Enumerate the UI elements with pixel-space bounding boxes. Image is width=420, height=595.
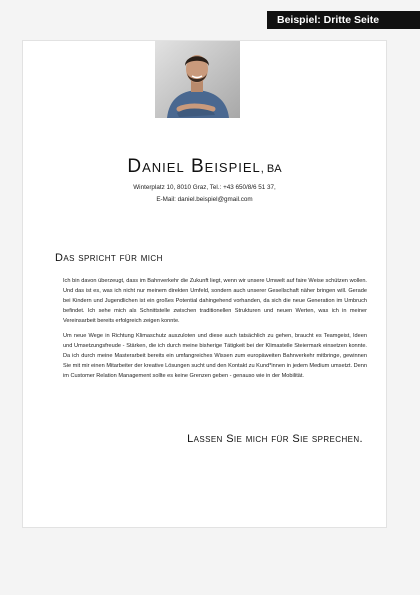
person-portrait-icon — [155, 41, 240, 118]
address-line: Winterplatz 10, 8010 Graz, Tel.: +43 650/8/6 51 37, — [133, 184, 276, 191]
section-body — [63, 276, 367, 386]
applicant-name — [23, 156, 386, 178]
email-line[interactable]: E-Mail: daniel.beispiel@gmail.com — [156, 195, 253, 203]
closing-line: Lassen Sie mich für Sie sprechen. — [187, 433, 363, 445]
paragraph-2: Um neue Wege in Richtung Klimaschutz auszuloten und diese auch tatsächlich zu gehen, braucht es Teamgeist, Ideen und Umsetzungsfreude - Stärken, die ich durch meine bisherige Tätigkeit bei der Klimastelle Steiermark einsetzen konnte. Da ich durch meine Masterarbeit bereits ein umfangreiches Wissen zum europäweiten Bahnverkehr mitbringe, gewinnen Sie mit mir einen Mitarbeiter der kreative Lösungen sucht und den Kontakt zu Kund*innen in jedem Medium umsetzt. Denn im Customer Relation Management sollte es keine Grenzen geben - genauso wie in der Mobilität. — [63, 333, 367, 379]
page-tag: Beispiel: Dritte Seite — [267, 11, 420, 29]
document-page — [22, 40, 387, 528]
section-title: Das spricht für mich — [55, 252, 163, 264]
paragraph-1: Ich bin davon überzeugt, dass im Bahnverkehr die Zukunft liegt, wenn wir unsere Umwelt auf faire Weise schützen wollen. Und das ist es, was ich nicht nur meinem direkten Umfeld, sondern auch unserer Gesellschaft näher bringen will. Gerade bei Kindern und Jugendlichen ist ein großes Potential dahingehend vorhanden, da sich die neue Generation im Umbruch befindet. Ich sehe mich als Schnittstelle zwischen traditionellen Strukturen und neuen Werten, was ich in meiner Vereinsarbeit bereits erfolgreich zeigen konnte. — [63, 278, 367, 324]
applicant-name-text: Daniel Beispiel — [127, 156, 261, 177]
profile-photo — [155, 41, 240, 118]
contact-block — [23, 182, 386, 205]
applicant-degree: , BA — [260, 163, 282, 175]
